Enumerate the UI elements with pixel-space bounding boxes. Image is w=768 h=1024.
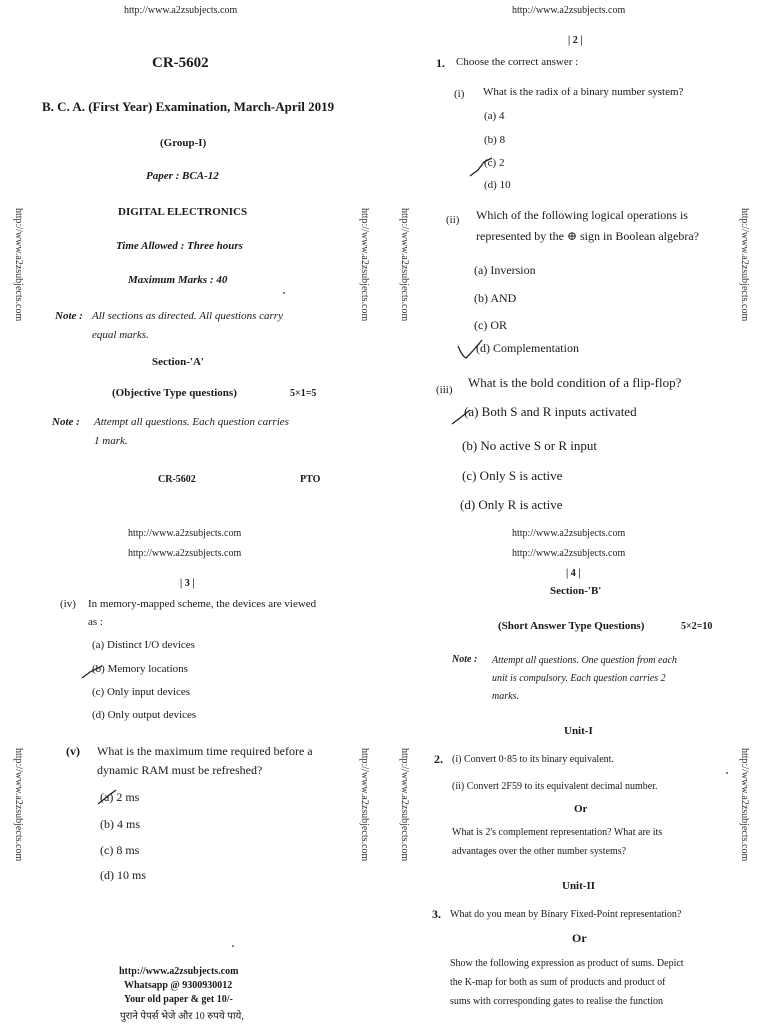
or-label-2: Or: [572, 931, 587, 945]
q1-text: Choose the correct answer :: [456, 56, 579, 68]
note-label: Note :: [452, 654, 478, 665]
note-text-2: unit is compulsory. Each question carries 2: [492, 673, 666, 684]
q1-number: 1.: [436, 56, 445, 70]
maximum-marks: Maximum Marks : 40: [128, 274, 228, 286]
paper-label: Paper : BCA-12: [146, 170, 219, 182]
note2-text-2: 1 mark.: [94, 435, 128, 447]
page-4: [384, 520, 768, 1024]
qi-text: What is the radix of a binary number system?: [483, 86, 684, 98]
page-4-side-url: http://www.a2zsubjects.com: [399, 748, 410, 862]
q2-or-text: What is 2's complement representation? What are its: [452, 827, 663, 838]
note-text: All sections as directed. All questions carry: [92, 310, 283, 322]
note2-text: Attempt all questions. Each question carries: [94, 416, 289, 428]
unit-2-heading: Unit-II: [562, 880, 596, 892]
section-b-heading: Section-'B': [550, 585, 602, 597]
page-1-url: http://www.a2zsubjects.com: [124, 5, 238, 16]
qiv-option-b: (b) Memory locations: [92, 663, 188, 675]
note-label: Note :: [55, 310, 83, 322]
qv-option-b: (b) 4 ms: [100, 817, 140, 831]
page-2-side-url-right: http://www.a2zsubjects.com: [739, 208, 750, 322]
q3-or-text-2: the K-map for both as sum of products and product of: [450, 977, 666, 988]
qii-text: Which of the following logical operations is: [476, 208, 688, 222]
objective-marks: 5×1=5: [290, 388, 317, 399]
q3-or-text-3: sums with corresponding gates to realise the function: [450, 996, 664, 1007]
qv-number: (v): [66, 744, 80, 758]
page-4-side-url-right: http://www.a2zsubjects.com: [739, 748, 750, 862]
q2-number: 2.: [434, 752, 443, 766]
page-2-number: | 2 |: [568, 35, 583, 46]
qi-option-d: (d) 10: [484, 179, 511, 191]
qv-text-2: dynamic RAM must be refreshed?: [97, 763, 263, 777]
answer-tick-mark: [450, 406, 474, 428]
q3-number: 3.: [432, 907, 441, 921]
answer-tick-mark: [80, 662, 106, 682]
qii-text-2: represented by the ⊕ sign in Boolean algebra?: [476, 229, 699, 243]
qiii-option-d: (d) Only R is active: [460, 497, 563, 512]
qv-option-c: (c) 8 ms: [100, 843, 140, 857]
qiv-option-a: (a) Distinct I/O devices: [92, 639, 195, 651]
page-4-url: http://www.a2zsubjects.com: [512, 528, 626, 539]
qiii-option-b: (b) No active S or R input: [462, 438, 598, 453]
note-text-2: equal marks.: [92, 329, 149, 341]
answer-tick-mark: [456, 338, 486, 362]
page-1: [0, 0, 384, 512]
qiii-text: What is the bold condition of a flip-flop?: [468, 375, 682, 390]
qiii-option-c: (c) Only S is active: [462, 468, 563, 483]
page-3-number: | 3 |: [180, 578, 195, 589]
page-3: [0, 520, 384, 1024]
qv-option-a: (a) 2 ms: [100, 790, 140, 804]
footer-hindi: पुराने पेपर्स भेजे और 10 रुपये पाये,: [120, 1011, 244, 1022]
page-2: [384, 0, 768, 512]
q2-or-text-2: advantages over the other number systems?: [452, 846, 627, 857]
page-3-url: http://www.a2zsubjects.com: [128, 528, 242, 539]
exam-title: B. C. A. (First Year) Examination, March-April 2019: [42, 99, 335, 114]
short-answer-heading: (Short Answer Type Questions): [498, 620, 645, 632]
group-label: (Group-I): [160, 137, 207, 149]
unit-1-heading: Unit-I: [564, 725, 593, 737]
q3-text: What do you mean by Binary Fixed-Point representation?: [450, 909, 682, 920]
qii-option-b: (b) AND: [474, 291, 517, 305]
qiv-option-d: (d) Only output devices: [92, 709, 197, 721]
objective-heading: (Objective Type questions): [112, 387, 237, 399]
qii-option-c: (c) OR: [474, 318, 507, 332]
page-2-url: http://www.a2zsubjects.com: [512, 5, 626, 16]
page-3-side-url: http://www.a2zsubjects.com: [13, 748, 24, 862]
page-2-side-url: http://www.a2zsubjects.com: [399, 208, 410, 322]
q3-or-text: Show the following expression as product of sums. Depict: [450, 958, 684, 969]
page-3-url-2: http://www.a2zsubjects.com: [128, 548, 242, 559]
answer-tick-mark: [96, 788, 120, 808]
qi-option-b: (b) 8: [484, 134, 506, 146]
note-text: Attempt all questions. One question from each: [492, 655, 677, 666]
footer-offer: Your old paper & get 10/-: [124, 994, 233, 1005]
short-answer-marks: 5×2=10: [681, 621, 713, 632]
qi-option-a: (a) 4: [484, 110, 505, 122]
footer-code: CR-5602: [158, 474, 196, 485]
time-allowed: Time Allowed : Three hours: [116, 240, 243, 252]
qi-option-c: (c) 2: [484, 157, 505, 169]
q2-part-ii: (ii) Convert 2F59 to its equivalent decimal number.: [452, 781, 658, 792]
qiii-number: (iii): [436, 384, 453, 396]
note-text-3: marks.: [492, 691, 519, 702]
paper-code: CR-5602: [152, 55, 209, 71]
footer-pto: PTO: [300, 474, 321, 485]
qiii-option-a: (a) Both S and R inputs activated: [464, 404, 637, 419]
or-label-1: Or: [574, 803, 588, 815]
subject-title: DIGITAL ELECTRONICS: [118, 206, 248, 218]
qi-number: (i): [454, 88, 465, 100]
qiv-text-2: as :: [88, 616, 103, 628]
qii-option-d: (d) Complementation: [476, 341, 579, 355]
page-3-side-url-right: http://www.a2zsubjects.com: [359, 748, 370, 862]
note2-label: Note :: [52, 416, 80, 428]
qv-text: What is the maximum time required before a: [97, 744, 313, 758]
section-a-heading: Section-'A': [152, 356, 204, 368]
page-1-side-url: http://www.a2zsubjects.com: [13, 208, 24, 322]
qiv-option-c: (c) Only input devices: [92, 686, 191, 698]
q2-part-i: (i) Convert 0·85 to its binary equivalent.: [452, 754, 614, 765]
qiv-number: (iv): [60, 598, 76, 610]
qv-option-d: (d) 10 ms: [100, 868, 146, 882]
page-4-url-2: http://www.a2zsubjects.com: [512, 548, 626, 559]
qii-option-a: (a) Inversion: [474, 263, 536, 277]
page-4-number: | 4 |: [566, 568, 581, 579]
page-1-side-url-right: http://www.a2zsubjects.com: [359, 208, 370, 322]
footer-url: http://www.a2zsubjects.com: [119, 966, 239, 977]
footer-whatsapp: Whatsapp @ 9300930012: [124, 980, 233, 991]
qii-number: (ii): [446, 214, 460, 226]
qiv-text: In memory-mapped scheme, the devices are viewed: [88, 598, 317, 610]
answer-tick-mark: [468, 156, 496, 180]
